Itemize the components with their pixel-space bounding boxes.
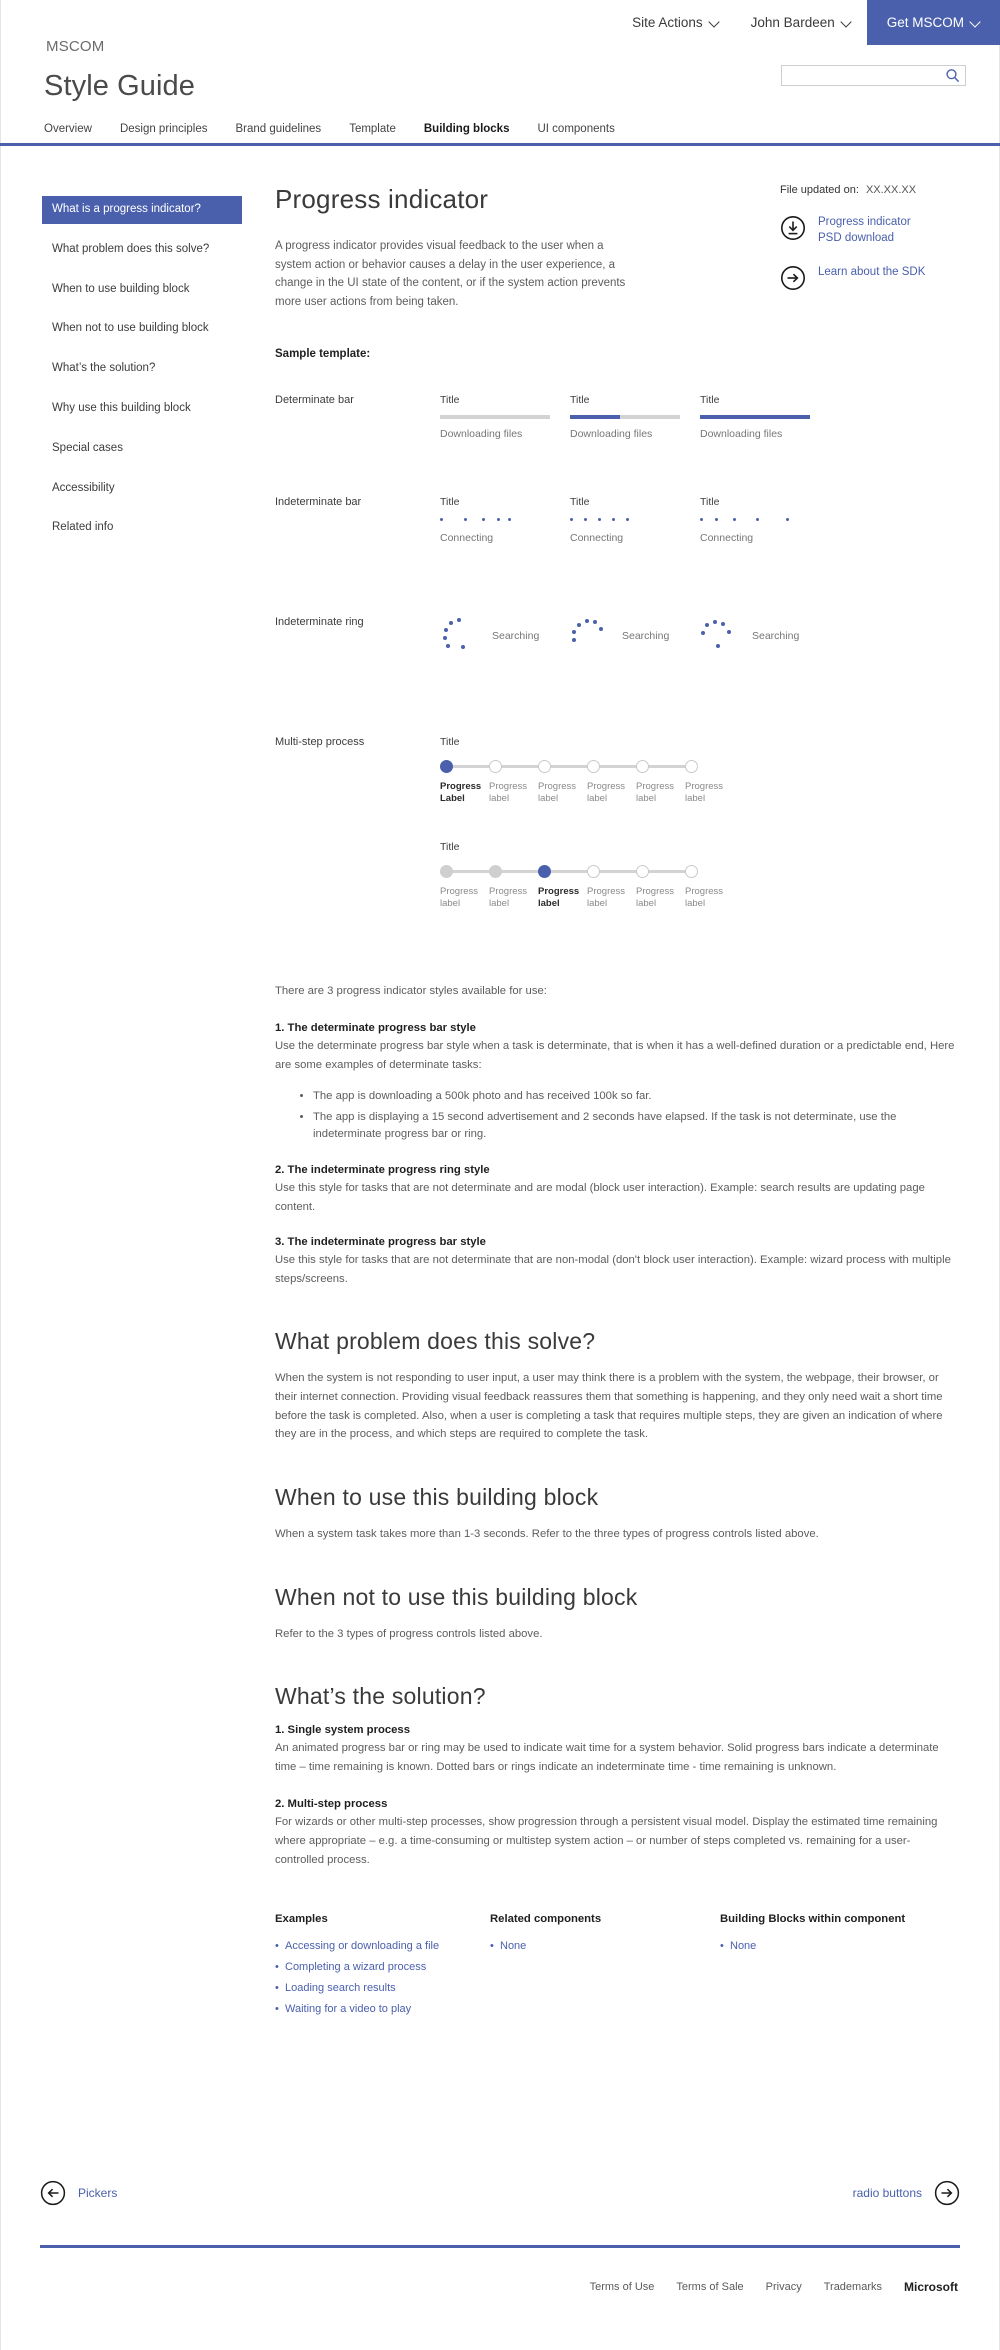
site-actions-menu[interactable]: [616, 0, 735, 45]
step-label: [685, 781, 731, 806]
file-updated-label: File updated on:: [780, 184, 859, 196]
step-label: [489, 886, 535, 911]
examples-column: [275, 1913, 490, 2020]
sidebar-item-why-use[interactable]: Why use this building block: [52, 401, 191, 414]
sidebar-item-what-is[interactable]: What is a progress indicator?: [42, 196, 242, 224]
step-node[interactable]: [587, 865, 600, 878]
sidebar-item-what-problem[interactable]: What problem does this solve?: [52, 242, 210, 255]
step-label-line1: Progress: [489, 885, 528, 897]
psd-download-label: [818, 215, 911, 247]
sample-status: Connecting: [440, 531, 494, 544]
step-label-line1: Progress: [636, 780, 675, 792]
step-label-line1: Progress: [538, 885, 580, 897]
solution2-body: For wizards or other multi-step processes, show progression through a persistent visual model. Display the estimated time remaining where appropriate – e.g. a time-consuming or multistep system action – or number of steps completed vs. remaining for a user-controlled process.: [275, 1816, 938, 1866]
ring-sample-1: [440, 616, 570, 656]
specimen-label-determinate: Determinate bar: [275, 393, 354, 406]
step-label-line2: label: [489, 897, 510, 909]
step-node[interactable]: [538, 865, 551, 878]
step-label: [440, 781, 486, 806]
list-item: • The app is downloading a 500k photo and has received 100k so far.: [313, 1088, 955, 1106]
nav-tab-template[interactable]: Template: [349, 123, 396, 135]
determinate-sample-1: [440, 394, 570, 440]
step-node[interactable]: [489, 865, 502, 878]
specimen-indeterminate-bar: [275, 496, 955, 544]
when-to-use-body: When a system task takes more than 1-3 seconds. Refer to the three types of progress controls listed above.: [275, 1527, 819, 1540]
solution1-heading: 1. Single system process: [275, 1724, 411, 1737]
step-label-line2: label: [685, 792, 706, 804]
section-heading-when-to-use: When to use this building block: [275, 1483, 599, 1510]
step-label: [587, 886, 633, 911]
ring-sample-3: [700, 616, 830, 656]
top-right-actions: [616, 0, 1000, 45]
user-menu-label: John Bardeen: [750, 15, 835, 30]
specimen-label-indeterminate-bar: Indeterminate bar: [275, 495, 362, 508]
step-label: [685, 886, 731, 911]
step-track: [440, 760, 700, 774]
dot-progress-row: [700, 517, 810, 523]
sample-status: Downloading files: [440, 427, 523, 440]
nav-tab-building-blocks[interactable]: Building blocks: [423, 123, 510, 135]
multistep-row-2: [440, 841, 955, 916]
step-node[interactable]: [587, 760, 600, 773]
footer-link-terms-of-use[interactable]: Terms of Use: [589, 2281, 655, 2293]
dot-progress-row: [570, 517, 680, 523]
footer-brand: Microsoft: [904, 2280, 958, 2294]
solution2-heading: 2. Multi-step process: [275, 1798, 388, 1811]
step-label: [587, 781, 633, 806]
determinate-sample-3: [700, 394, 830, 440]
main-content: [275, 184, 955, 2020]
sample-title: Title: [570, 393, 590, 406]
page-left-border: [0, 0, 1, 2350]
sample-title: Title: [700, 495, 720, 508]
sidebar-item-accessibility[interactable]: Accessibility: [52, 481, 115, 494]
step-label-line2: label: [538, 897, 560, 909]
specimen-indeterminate-ring: [275, 616, 955, 656]
footer-link-privacy[interactable]: Privacy: [765, 2281, 802, 2293]
next-page-link[interactable]: [853, 2180, 960, 2206]
step-label-line1: Progress: [538, 780, 577, 792]
indeterminate-bar-sample-3: [700, 496, 830, 544]
multistep-row-1: [440, 736, 955, 811]
file-updated-value: XX.XX.XX: [865, 184, 917, 196]
step-label-line2: label: [636, 792, 657, 804]
step-node[interactable]: [440, 760, 453, 773]
primary-nav: [0, 118, 1000, 140]
search-input[interactable]: [782, 70, 944, 82]
search-icon[interactable]: [944, 67, 962, 85]
chevron-down-icon: [842, 18, 851, 27]
style3-body: Use this style for tasks that are not determinate that are non-modal (don't block user interaction). Example: wizard process with multiple steps/screens.: [275, 1254, 951, 1285]
when-not-to-use-body: Refer to the 3 types of progress controls listed above.: [275, 1627, 543, 1640]
footer-link-trademarks[interactable]: Trademarks: [823, 2281, 882, 2293]
style1-body: Use the determinate progress bar style when a task is determinate, that is when it has a well-defined duration or a predictable end, Here are some examples of determinate tasks:: [275, 1040, 955, 1071]
sidebar-item-related-info[interactable]: Related info: [52, 521, 114, 534]
step-node[interactable]: [636, 865, 649, 878]
step-label: [538, 781, 584, 806]
step-label: [636, 886, 682, 911]
step-node[interactable]: [685, 865, 698, 878]
step-label: [440, 886, 486, 911]
chevron-down-icon: [971, 18, 980, 27]
arrow-right-icon: [934, 2180, 960, 2206]
section-heading-problem: What problem does this solve?: [275, 1328, 596, 1355]
dot-progress-row: [440, 517, 550, 523]
file-info-panel: [780, 184, 980, 309]
building-blocks-heading: Building Blocks within component: [720, 1913, 906, 1926]
nav-tab-overview[interactable]: Overview: [44, 123, 92, 135]
specimen-multistep: [275, 736, 955, 916]
determinate-sample-2: [570, 394, 700, 440]
example-link[interactable]: • Loading search results: [275, 1978, 490, 1999]
style1-heading: 1. The determinate progress bar style: [275, 1022, 476, 1035]
style2-heading: 2. The indeterminate progress ring style: [275, 1163, 490, 1176]
step-connector-line: [446, 765, 694, 768]
get-mscom-button[interactable]: [867, 0, 1000, 45]
user-menu[interactable]: [735, 0, 867, 45]
nav-tab-ui-components[interactable]: UI components: [537, 123, 615, 135]
step-label: [636, 781, 682, 806]
step-node[interactable]: [685, 760, 698, 773]
spinner-ring-icon: [700, 616, 740, 656]
progress-bar-track: [700, 415, 810, 419]
building-blocks-column: [720, 1913, 950, 2020]
ring-status-label: Searching: [622, 629, 670, 642]
brand-mscom: MSCOM: [46, 38, 105, 55]
page-site-title: Style Guide: [44, 70, 196, 102]
step-label-line1: Progress: [685, 885, 724, 897]
psd-download-link[interactable]: [780, 215, 980, 247]
site-actions-label: Site Actions: [632, 15, 703, 30]
nav-tab-design-principles[interactable]: Design principles: [119, 123, 208, 135]
step-label-line1: Progress: [489, 780, 528, 792]
sample-template-label: Sample template:: [275, 347, 371, 360]
solution1-body: An animated progress bar or ring may be used to indicate wait time for a system behavior. Solid progress bars indicate a determinate time – time remaining is known. Dotted bars or rings indicate an indeterminate time - time remaining is unknown.: [275, 1742, 939, 1773]
step-label-line1: Progress: [440, 885, 479, 897]
spinner-ring-icon: [570, 616, 610, 656]
sample-status: Connecting: [570, 531, 624, 544]
psd-download-line1: Progress indicator: [818, 216, 911, 228]
footer-accent-rule: [40, 2245, 960, 2248]
step-node[interactable]: [440, 865, 453, 878]
ring-status-label: Searching: [492, 629, 540, 642]
specimen-label-indeterminate-ring: Indeterminate ring: [275, 615, 364, 628]
step-connector-line: [446, 870, 694, 873]
list-item: • The app is displaying a 15 second advertisement and 2 seconds have elapsed. If the task is not determinate, use the indeterminate progress bar or ring.: [313, 1109, 955, 1144]
example-link[interactable]: • Completing a wizard process: [275, 1957, 490, 1978]
sample-status: Connecting: [700, 531, 754, 544]
step-label-line2: label: [685, 897, 706, 909]
download-icon: [780, 215, 806, 241]
step-label: [489, 781, 535, 806]
prev-page-label: Pickers: [78, 2186, 118, 2200]
nav-accent-rule: [0, 143, 1000, 146]
search-box[interactable]: [781, 65, 966, 86]
intro-paragraph: A progress indicator provides visual feedback to the user when a system action or behavior causes a delay in the user experience, a change in the UI state of the content, or if the system action prevents more user actions from being taken.: [275, 240, 626, 308]
sample-title: Title: [440, 393, 460, 406]
section-sidebar: [42, 196, 242, 554]
related-components-heading: Related components: [490, 1913, 602, 1926]
step-label-line1: Progress: [636, 885, 675, 897]
step-label-line2: label: [440, 897, 461, 909]
styles-section: [275, 982, 955, 1289]
sidebar-item-when-not-to-use[interactable]: When not to use building block: [52, 322, 209, 335]
learn-sdk-label: Learn about the SDK: [818, 265, 926, 278]
specimen-label-multistep: Multi-step process: [275, 735, 365, 748]
step-label-row: [440, 886, 740, 916]
file-updated-row: [780, 184, 980, 196]
style2-body: Use this style for tasks that are not determinate and are modal (block user interaction). Example: search results are updating page content.: [275, 1181, 925, 1213]
top-bar: [0, 0, 1000, 102]
footer-link-terms-of-sale[interactable]: Terms of Sale: [676, 2281, 744, 2293]
psd-download-line2: PSD download: [818, 231, 895, 244]
site-footer: [0, 2280, 1000, 2294]
sample-title: Title: [700, 393, 720, 406]
sidebar-item-special-cases[interactable]: Special cases: [52, 441, 123, 454]
section-heading-solution: What’s the solution?: [275, 1683, 486, 1710]
get-mscom-label: Get MSCOM: [886, 15, 964, 30]
progress-bar-track: [570, 415, 680, 419]
step-label-line2: label: [587, 897, 608, 909]
sidebar-item-when-to-use[interactable]: When to use building block: [52, 282, 190, 295]
step-node[interactable]: [636, 760, 649, 773]
ring-sample-2: [570, 616, 700, 656]
indeterminate-bar-sample-1: [440, 496, 570, 544]
progress-bar-track: [440, 415, 550, 419]
style1-bullets: [313, 1088, 955, 1144]
specimen-determinate-bar: [275, 394, 955, 440]
ring-status-label: Searching: [752, 629, 800, 642]
step-label-line2: label: [636, 897, 657, 909]
chevron-down-icon: [710, 18, 719, 27]
step-label-row: [440, 781, 740, 811]
spinner-ring-icon: [440, 616, 480, 656]
step-track: [440, 865, 700, 879]
step-label-line1: Progress: [685, 780, 724, 792]
step-label-line2: label: [489, 792, 510, 804]
sample-status: Downloading files: [570, 427, 653, 440]
related-components-column: [490, 1913, 720, 2020]
prev-page-link[interactable]: [40, 2180, 117, 2206]
style3-heading: 3. The indeterminate progress bar style: [275, 1236, 486, 1249]
step-label-line1: Progress: [440, 780, 482, 792]
arrow-left-icon: [40, 2180, 66, 2206]
sample-title: Title: [440, 495, 460, 508]
styles-intro: There are 3 progress indicator styles available for use:: [275, 984, 547, 997]
arrow-right-icon: [780, 265, 806, 291]
multistep-title: Title: [440, 840, 460, 853]
indeterminate-bar-sample-2: [570, 496, 700, 544]
problem-body: When the system is not responding to user input, a user may think there is a problem with the system, the webpage, their browser, or their internet connection. Providing visual feedback reassures them that something is happening, and they only need wait a short time before the task is completed. Also, when a user is completing a task that requires multiple steps, they are given an indication of where they are in the process, and which steps are required to complete the task.: [275, 1372, 943, 1441]
sidebar-item-solution[interactable]: What’s the solution?: [52, 362, 156, 375]
page-navigation: [40, 2180, 960, 2206]
multistep-title: Title: [440, 735, 460, 748]
sample-status: Downloading files: [700, 427, 783, 440]
section-heading-when-not-to-use: When not to use this building block: [275, 1583, 638, 1610]
step-node[interactable]: [489, 760, 502, 773]
step-label-line1: Progress: [587, 885, 626, 897]
page-title: Progress indicator: [275, 184, 489, 214]
reference-columns: [275, 1913, 955, 2020]
step-label-line2: Label: [440, 792, 465, 804]
examples-heading: Examples: [275, 1913, 328, 1926]
step-label-line2: label: [538, 792, 559, 804]
building-block-item[interactable]: • None: [720, 1936, 950, 1957]
example-link[interactable]: • Waiting for a video to play: [275, 1999, 490, 2020]
step-label: [538, 886, 584, 911]
next-page-label: radio buttons: [852, 2186, 922, 2200]
sample-title: Title: [570, 495, 590, 508]
example-link[interactable]: • Accessing or downloading a file: [275, 1936, 490, 1957]
nav-tab-brand-guidelines[interactable]: Brand guidelines: [235, 123, 322, 135]
step-node[interactable]: [538, 760, 551, 773]
learn-sdk-link[interactable]: [780, 265, 980, 291]
step-label-line2: label: [587, 792, 608, 804]
step-label-line1: Progress: [587, 780, 626, 792]
related-component-item[interactable]: • None: [490, 1936, 720, 1957]
